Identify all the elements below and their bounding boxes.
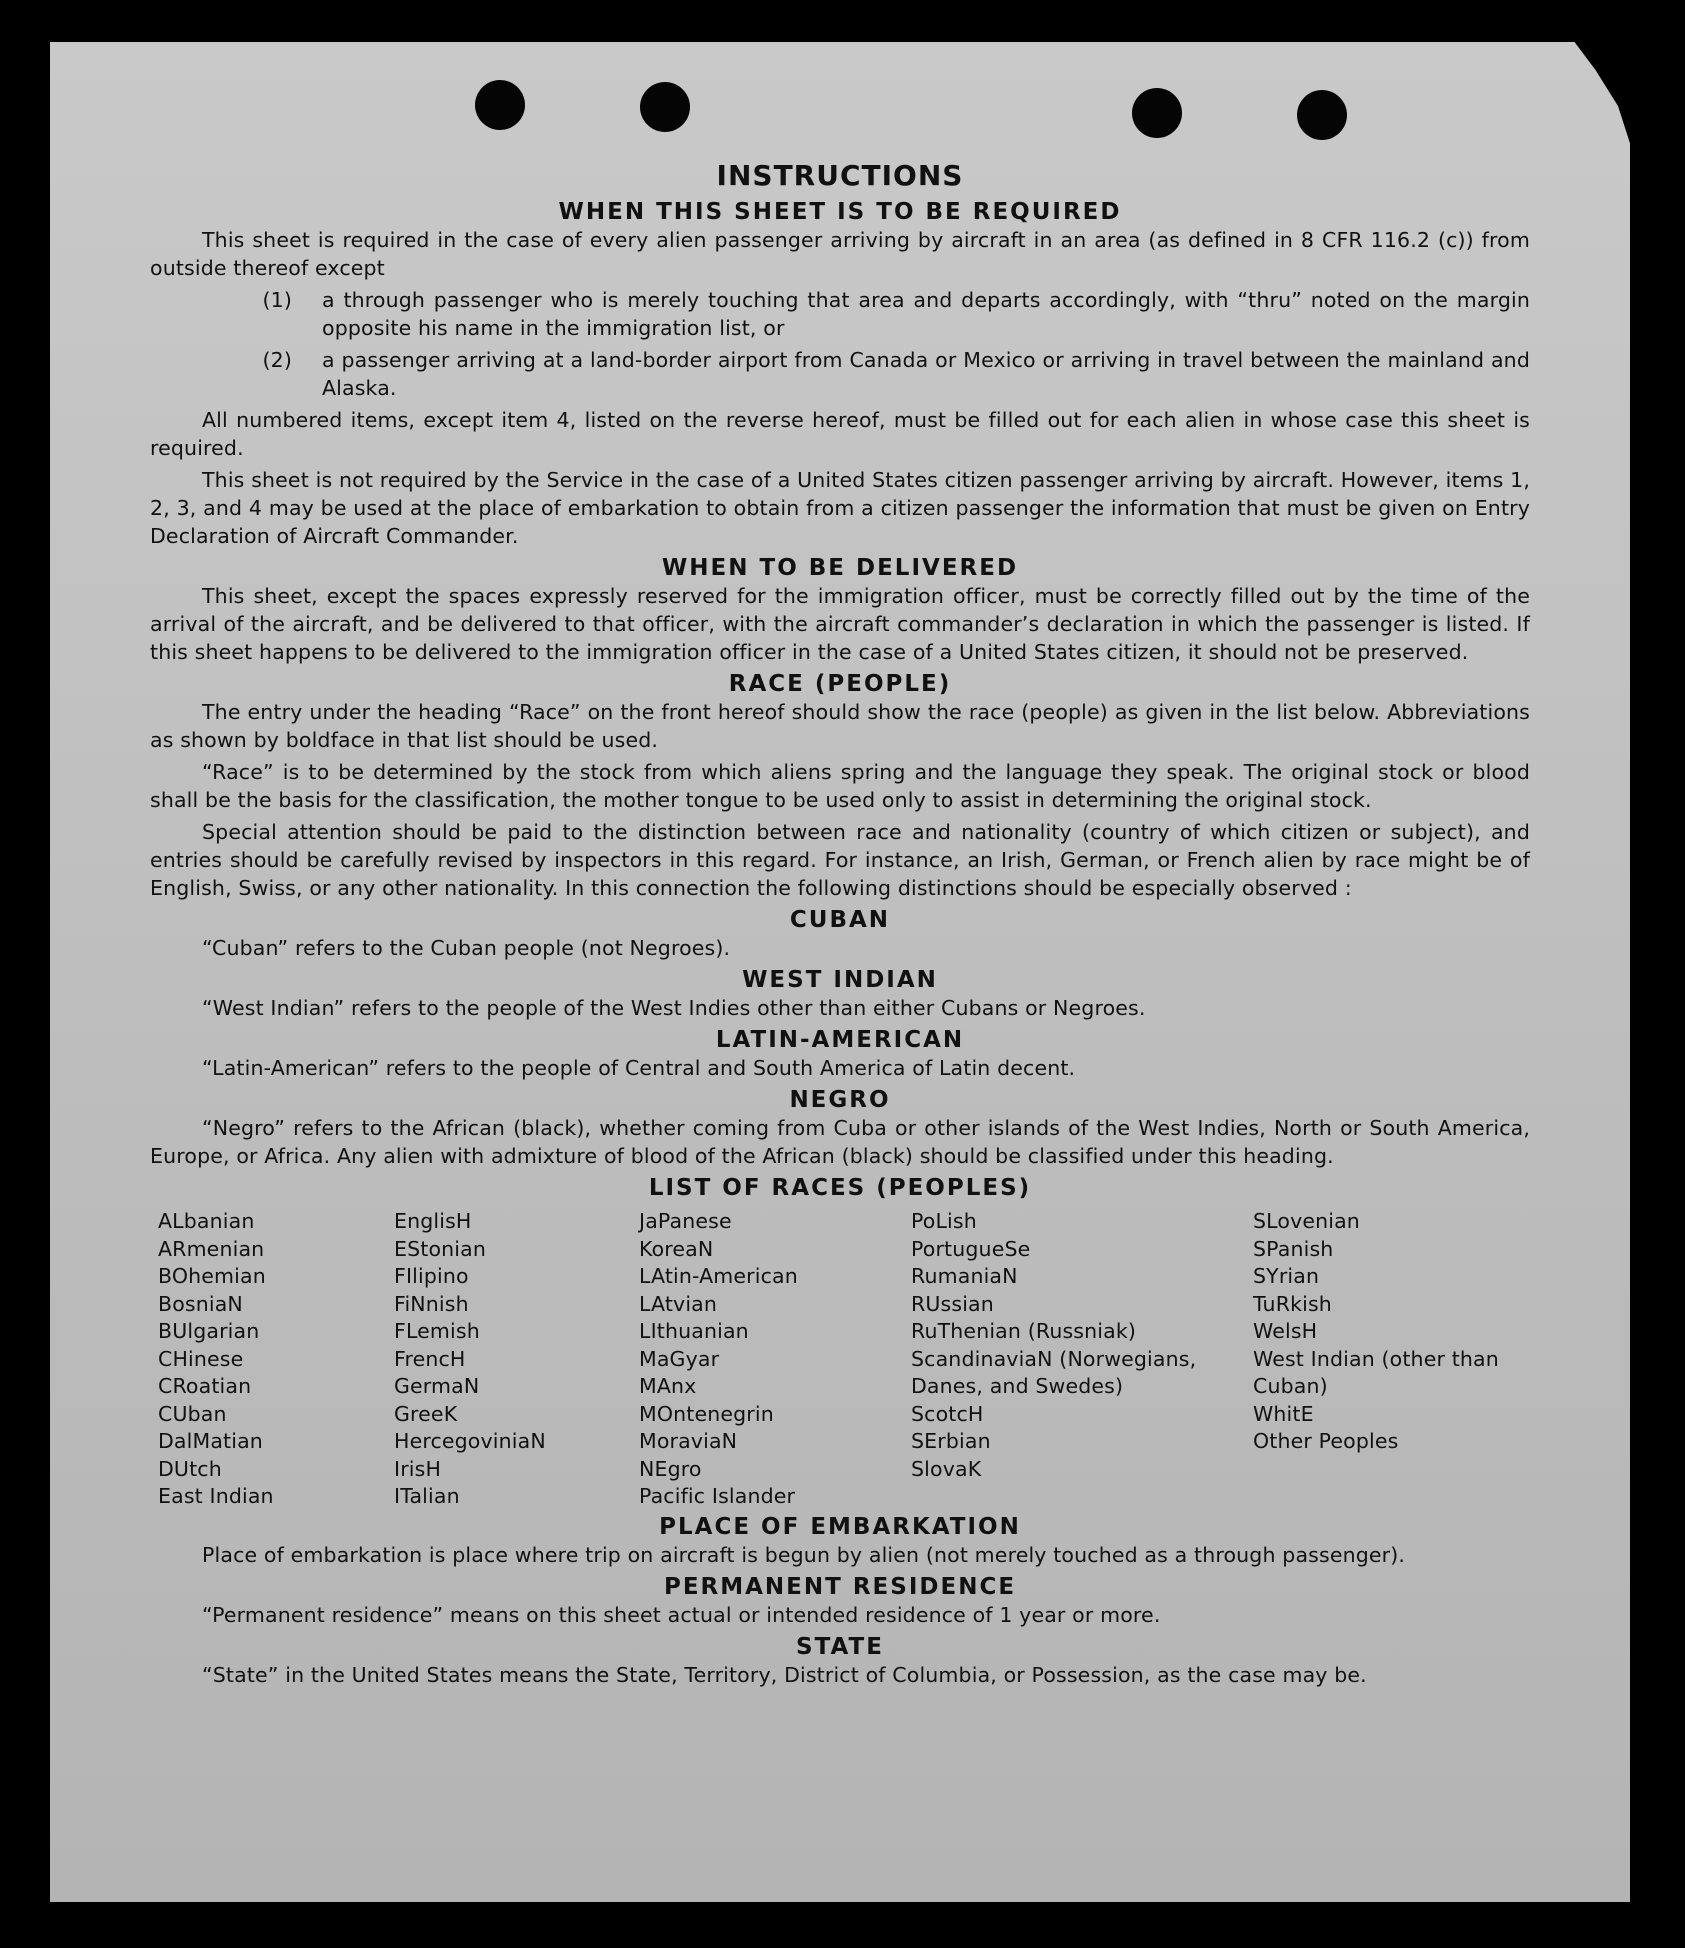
section-heading: PLACE OF EMBARKATION: [659, 1513, 1021, 1540]
punch-hole-icon: [475, 80, 525, 130]
race-entry: WhitE: [1253, 1401, 1314, 1426]
paragraph: Place of embarkation is place where trip on aircraft is begun by alien (not merely touched as a through passenger).: [202, 1542, 1406, 1567]
race-entry: ITalian: [394, 1484, 460, 1508]
race-entry: SErbian: [911, 1429, 991, 1453]
race-entry: ARmenian: [158, 1236, 265, 1261]
race-entry: RUssian: [911, 1291, 994, 1316]
section-heading: CUBAN: [789, 907, 891, 933]
race-entry: LAtin-American: [639, 1264, 798, 1288]
race-entry: MOntenegrin: [639, 1401, 774, 1426]
paragraph: “Permanent residence” means on this sheet actual or intended residence of 1 year or more.: [202, 1602, 1161, 1627]
race-entry: EnglisH: [394, 1209, 472, 1233]
race-entry: CUban: [158, 1401, 227, 1426]
race-entry: GermaN: [394, 1374, 480, 1398]
race-entry: SPanish: [1253, 1236, 1334, 1261]
race-entry: NEgro: [639, 1456, 702, 1481]
race-entry: Other Peoples: [1253, 1429, 1399, 1453]
item-text: a passenger arriving at a land-border airport from Canada or Mexico or arriving in travel between the mainland and Alaska.: [322, 348, 1530, 400]
paragraph: “Latin-American” refers to the people of Central and South America of Latin decent.: [202, 1056, 1076, 1080]
section-heading: WHEN THIS SHEET IS TO BE REQUIRED: [558, 199, 1122, 225]
paragraph: “Negro” refers to the African (black), whether coming from Cuba or other islands of the West Indies, North or South America, Europe, or Africa. Any alien with admixture of blood of the African (black) should be classified under this heading.: [150, 1116, 1530, 1168]
race-entry: CHinese: [158, 1346, 244, 1371]
races-list: [158, 1208, 1530, 1511]
item-number: (2): [262, 348, 292, 372]
race-entry: FIlipino: [394, 1264, 469, 1288]
paragraph: All numbered items, except item 4, listed on the reverse hereof, must be filled out for each alien in whose case this sheet is required.: [150, 408, 1530, 460]
race-entry: IrisH: [394, 1456, 442, 1481]
race-entry: MaGyar: [639, 1346, 720, 1371]
race-entry: ScotcH: [911, 1401, 984, 1426]
paragraph: “State” in the United States means the State, Territory, District of Columbia, or Possession, as the case may be.: [202, 1662, 1367, 1687]
race-entry: EStonian: [394, 1236, 486, 1261]
race-entry: ALbanian: [158, 1209, 255, 1233]
section-heading: WHEN TO BE DELIVERED: [661, 555, 1019, 581]
race-entry: PortugueSe: [911, 1236, 1031, 1261]
page-title: INSTRUCTIONS: [716, 159, 964, 192]
race-entry: PoLish: [911, 1209, 977, 1233]
race-entry: KoreaN: [639, 1236, 714, 1261]
list-item: [150, 346, 1530, 402]
race-entry: RumaniaN: [911, 1264, 1018, 1288]
race-entry: GreeK: [394, 1401, 458, 1426]
section-heading: RACE (PEOPLE): [728, 671, 952, 697]
race-entry: SYrian: [1253, 1264, 1320, 1288]
section-heading: LIST OF RACES (PEOPLES): [648, 1175, 1032, 1201]
races-column: [394, 1208, 639, 1511]
paragraph: This sheet is not required by the Service in the case of a United States citizen passenger arriving by aircraft. However, items 1, 2, 3, and 4 may be used at the place of embarkation to obtain from a citizen passenger the information that must be given on Entry Declaration of Aircraft Commander.: [150, 468, 1530, 548]
section-heading: NEGRO: [789, 1087, 891, 1113]
race-entry: DUtch: [158, 1456, 222, 1481]
punch-hole-icon: [640, 82, 690, 132]
races-column: [1253, 1208, 1513, 1511]
races-column: [911, 1208, 1253, 1511]
punch-hole-icon: [1297, 90, 1347, 140]
paragraph: The entry under the heading “Race” on the front hereof should show the race (people) as given in the list below. Abbreviations as shown by boldface in that list should be used.: [150, 700, 1530, 752]
paragraph: “West Indian” refers to the people of the West Indies other than either Cubans or Negroes.: [202, 996, 1146, 1020]
race-entry: Pacific Islander: [639, 1484, 796, 1508]
paragraph: “Cuban” refers to the Cuban people (not Negroes).: [202, 936, 731, 960]
paragraph: This sheet, except the spaces expressly reserved for the immigration officer, must be correctly filled out by the time of the arrival of the aircraft, and be delivered to that officer, with the aircraft commander’s declaration in which the passenger is listed. If this sheet happens to be delivered to the immigration officer in the case of a United States citizen, it should not be preserved.: [150, 584, 1530, 664]
race-entry: TuRkish: [1253, 1291, 1332, 1316]
paragraph: Special attention should be paid to the distinction between race and nationality (country of which citizen or subject), and entries should be carefully revised by inspectors in this regard. For instance, an Irish, German, or French alien by race might be of English, Swiss, or any other nationality. In this connection the following distinctions should be especially observed :: [150, 820, 1530, 900]
race-entry: BOhemian: [158, 1264, 266, 1288]
race-entry: SlovaK: [911, 1456, 982, 1481]
races-column: [158, 1208, 394, 1511]
race-entry: WelsH: [1253, 1319, 1318, 1343]
section-heading: WEST INDIAN: [742, 967, 938, 993]
race-entry: FLemish: [394, 1319, 480, 1343]
race-entry: ScandinaviaN (Norwegians, Danes, and Swedes): [911, 1346, 1197, 1398]
race-entry: FiNnish: [394, 1291, 469, 1316]
punch-hole-icon: [1132, 88, 1182, 138]
race-entry: MAnx: [639, 1374, 697, 1398]
race-entry: LAtvian: [639, 1291, 718, 1316]
race-entry: JaPanese: [639, 1209, 732, 1233]
race-entry: MoraviaN: [639, 1429, 738, 1453]
section-heading: STATE: [796, 1633, 884, 1660]
section-heading: LATIN-AMERICAN: [715, 1027, 965, 1053]
instructions-content: [150, 160, 1530, 1693]
race-entry: BUlgarian: [158, 1319, 260, 1343]
race-entry: RuThenian (Russniak): [911, 1319, 1136, 1343]
race-entry: LIthuanian: [639, 1319, 749, 1343]
race-entry: HercegoviniaN: [394, 1429, 546, 1453]
race-entry: East Indian: [158, 1484, 274, 1508]
list-item: [150, 286, 1530, 342]
race-entry: BosniaN: [158, 1291, 243, 1316]
race-entry: SLovenian: [1253, 1209, 1360, 1233]
race-entry: DalMatian: [158, 1429, 263, 1453]
races-column: [639, 1208, 911, 1511]
section-heading: PERMANENT RESIDENCE: [663, 1573, 1017, 1600]
paragraph: “Race” is to be determined by the stock from which aliens spring and the language they speak. The original stock or blood shall be the basis for the classification, the mother tongue to be used only to assist in determining the original stock.: [150, 760, 1530, 812]
paragraph: This sheet is required in the case of every alien passenger arriving by aircraft in an area (as defined in 8 CFR 116.2 (c)) from outside thereof except: [150, 228, 1530, 280]
race-entry: CRoatian: [158, 1374, 252, 1398]
item-text: a through passenger who is merely touching that area and departs accordingly, with “thru” noted on the margin opposite his name in the immigration list, or: [322, 288, 1530, 340]
race-entry: FrencH: [394, 1346, 466, 1371]
race-entry: West Indian (other than Cuban): [1253, 1346, 1499, 1398]
item-number: (1): [262, 288, 292, 312]
